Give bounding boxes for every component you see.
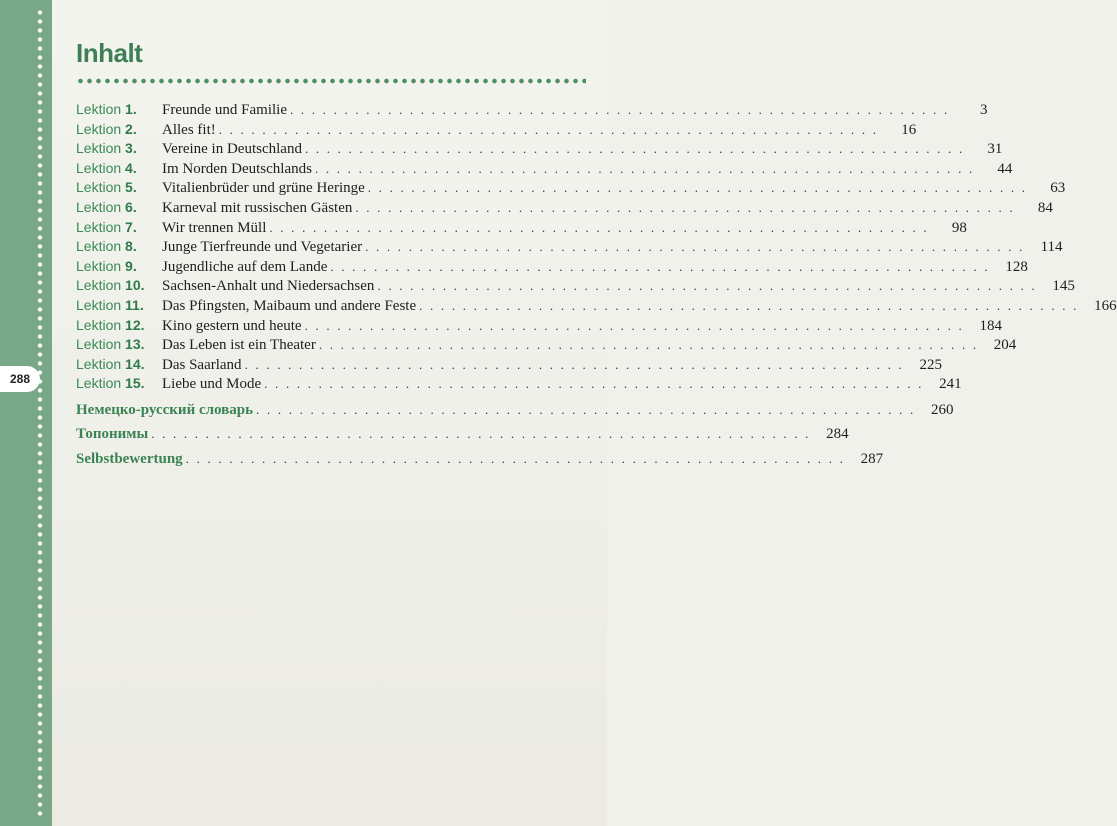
- lesson-prefix: Lektion: [76, 140, 122, 157]
- entry-page-number: 63: [1050, 180, 1066, 197]
- toc-entry-lesson[interactable]: [76, 198, 1053, 219]
- lesson-prefix: Lektion: [76, 179, 122, 196]
- entry-title: Jugendliche auf dem Lande: [162, 258, 328, 275]
- lesson-label: [76, 336, 162, 352]
- entry-title: Freunde und Familie: [162, 102, 287, 118]
- lesson-number: 11.: [125, 296, 144, 313]
- entry-page-number: 128: [1005, 258, 1028, 275]
- entry-page-number: 241: [939, 376, 962, 393]
- lesson-label: [76, 317, 162, 333]
- toc-entry-lesson[interactable]: [76, 238, 1063, 258]
- lesson-label: [76, 140, 162, 156]
- lesson-number: 8.: [125, 238, 137, 255]
- lesson-label: [76, 101, 162, 117]
- dot-leader: . . . . . . . . . . . . . . . . . . . . . . . . . . . . . . . . . . . . . . . . . . . . . . . . . . . . . . . . . . . . .: [377, 278, 1037, 294]
- page-number: 288: [9, 372, 31, 386]
- entry-page-number: 98: [951, 219, 967, 236]
- dot-leader: . . . . . . . . . . . . . . . . . . . . . . . . . . . . . . . . . . . . . . . . . . . . . . . . . . . . . . . . . . . . .: [256, 401, 916, 417]
- lesson-label: [76, 258, 162, 274]
- entry-page-number: 225: [919, 356, 943, 373]
- lesson-prefix: Lektion: [76, 120, 122, 137]
- sidebar-dotted-line: [37, 8, 43, 818]
- entry-title: Selbstbewertung: [76, 450, 183, 467]
- lesson-number: 3.: [125, 140, 137, 157]
- dot-leader: . . . . . . . . . . . . . . . . . . . . . . . . . . . . . . . . . . . . . . . . . . . . . . . . . . . . . . . . . . . . .: [365, 239, 1025, 255]
- entry-page-number: 287: [860, 450, 884, 467]
- toc-entry-lesson[interactable]: [76, 179, 1066, 199]
- entry-title: Das Leben ist ein Theater: [162, 337, 316, 354]
- lesson-number: 12.: [125, 316, 145, 333]
- dot-leader: . . . . . . . . . . . . . . . . . . . . . . . . . . . . . . . . . . . . . . . . . . . . . . . . . . . . . . . . . . . . .: [269, 219, 929, 235]
- entry-title: Wir trennen Müll: [162, 219, 267, 236]
- toc-entry-appendix[interactable]: [76, 426, 849, 451]
- entry-title: Sachsen-Anhalt und Niedersachsen: [162, 278, 375, 295]
- lesson-label: [76, 356, 162, 372]
- lesson-prefix: Lektion: [76, 159, 122, 176]
- lesson-number: 6.: [125, 198, 137, 215]
- lesson-number: 10.: [125, 277, 145, 294]
- lesson-prefix: Lektion: [76, 296, 122, 313]
- toc-entry-lesson[interactable]: [76, 120, 917, 141]
- entry-title: Das Saarland: [162, 356, 242, 373]
- entry-page-number: 284: [826, 426, 849, 443]
- page-sidebar: [0, 0, 52, 826]
- entry-page-number: 31: [987, 141, 1003, 158]
- entry-page-number: 145: [1052, 278, 1075, 295]
- toc-heading: Inhalt: [76, 38, 143, 68]
- page-number-tab: [0, 366, 40, 392]
- lesson-prefix: Lektion: [76, 277, 122, 294]
- toc-entry-appendix[interactable]: [76, 450, 884, 476]
- dot-leader: . . . . . . . . . . . . . . . . . . . . . . . . . . . . . . . . . . . . . . . . . . . . . . . . . . . . . . . . . . . . .: [264, 376, 924, 392]
- appendix-list: [76, 401, 954, 476]
- dot-leader: . . . . . . . . . . . . . . . . . . . . . . . . . . . . . . . . . . . . . . . . . . . . . . . . . . . . . . . . . . . . .: [355, 199, 1015, 215]
- entry-title: Im Norden Deutschlands: [162, 160, 312, 177]
- lesson-prefix: Lektion: [76, 101, 122, 117]
- entry-title: Топонимы: [76, 426, 149, 443]
- lesson-prefix: Lektion: [76, 218, 122, 235]
- entry-title: Das Pfingsten, Maibaum und andere Feste: [162, 297, 417, 314]
- toc-entry-lesson[interactable]: [76, 218, 967, 239]
- entry-page-number: 114: [1040, 239, 1063, 256]
- toc-entry-lesson[interactable]: [76, 375, 962, 395]
- lesson-label: [76, 160, 162, 176]
- toc-entry-lesson[interactable]: [76, 101, 988, 121]
- lesson-number: 15.: [125, 375, 145, 392]
- lesson-label: [76, 199, 162, 215]
- entry-page-number: 184: [979, 317, 1003, 334]
- lesson-number: 9.: [125, 257, 137, 274]
- table-of-contents: [76, 101, 1117, 475]
- lesson-label: [76, 375, 162, 391]
- entry-title: Liebe und Mode: [162, 376, 262, 393]
- toc-entry-lesson[interactable]: [76, 355, 943, 376]
- lesson-label: [76, 277, 162, 293]
- lesson-number: 13.: [125, 336, 145, 353]
- dot-leader: . . . . . . . . . . . . . . . . . . . . . . . . . . . . . . . . . . . . . . . . . . . . . . . . . . . . . . . . . . . . .: [304, 317, 965, 333]
- dot-leader: . . . . . . . . . . . . . . . . . . . . . . . . . . . . . . . . . . . . . . . . . . . . . . . . . . . . . . . . . . . . .: [318, 337, 979, 353]
- lesson-list: [76, 101, 1117, 395]
- dot-leader: . . . . . . . . . . . . . . . . . . . . . . . . . . . . . . . . . . . . . . . . . . . . . . . . . . . . . . . . . . . . .: [244, 356, 905, 372]
- lesson-label: [76, 179, 162, 195]
- lesson-prefix: Lektion: [76, 316, 122, 333]
- toc-entry-lesson[interactable]: [76, 296, 1117, 317]
- entry-page-number: 166: [1094, 297, 1117, 314]
- lesson-number: 14.: [125, 355, 145, 372]
- entry-title: Vereine in Deutschland: [162, 141, 302, 158]
- heading-dotted-rule: [76, 78, 586, 84]
- entry-title: Немецко-русский словарь: [76, 401, 254, 418]
- toc-entry-lesson[interactable]: [76, 257, 1028, 278]
- lesson-prefix: Lektion: [76, 336, 122, 353]
- lesson-label: [76, 238, 162, 254]
- toc-entry-lesson[interactable]: [76, 140, 1003, 160]
- lesson-prefix: Lektion: [76, 257, 122, 274]
- entry-title: Junge Tierfreunde und Vegetarier: [162, 239, 363, 256]
- lesson-label: [76, 219, 162, 235]
- dot-leader: . . . . . . . . . . . . . . . . . . . . . . . . . . . . . . . . . . . . . . . . . . . . . . . . . . . . . . . . . . . . .: [185, 450, 846, 466]
- lesson-number: 5.: [125, 179, 137, 196]
- dot-leader: . . . . . . . . . . . . . . . . . . . . . . . . . . . . . . . . . . . . . . . . . . . . . . . . . . . . . . . . . . . . .: [330, 258, 990, 274]
- dot-leader: . . . . . . . . . . . . . . . . . . . . . . . . . . . . . . . . . . . . . . . . . . . . . . . . . . . . . . . . . . . . .: [218, 121, 879, 137]
- lesson-prefix: Lektion: [76, 375, 122, 392]
- entry-page-number: 44: [997, 160, 1013, 177]
- entry-title: Karneval mit russischen Gästen: [162, 199, 353, 216]
- dot-leader: . . . . . . . . . . . . . . . . . . . . . . . . . . . . . . . . . . . . . . . . . . . . . . . . . . . . . . . . . . . . .: [289, 102, 950, 117]
- lesson-prefix: Lektion: [76, 198, 122, 215]
- entry-title: Kino gestern und heute: [162, 317, 302, 334]
- dot-leader: . . . . . . . . . . . . . . . . . . . . . . . . . . . . . . . . . . . . . . . . . . . . . . . . . . . . . . . . . . . . .: [419, 297, 1079, 313]
- lesson-number: 2.: [125, 120, 137, 137]
- dot-leader: . . . . . . . . . . . . . . . . . . . . . . . . . . . . . . . . . . . . . . . . . . . . . . . . . . . . . . . . . . . . .: [304, 141, 965, 157]
- lesson-label: [76, 297, 162, 313]
- lesson-prefix: Lektion: [76, 355, 122, 372]
- entry-title: Alles fit!: [162, 121, 216, 138]
- dot-leader: . . . . . . . . . . . . . . . . . . . . . . . . . . . . . . . . . . . . . . . . . . . . . . . . . . . . . . . . . . . . .: [151, 426, 811, 442]
- entry-page-number: 3: [979, 102, 988, 118]
- entry-page-number: 204: [993, 337, 1017, 354]
- dot-leader: . . . . . . . . . . . . . . . . . . . . . . . . . . . . . . . . . . . . . . . . . . . . . . . . . . . . . . . . . . . . .: [367, 180, 1028, 196]
- toc-entry-lesson[interactable]: [76, 277, 1075, 297]
- lesson-number: 1.: [125, 101, 137, 117]
- entry-page-number: 260: [931, 401, 954, 418]
- lesson-prefix: Lektion: [76, 238, 122, 255]
- toc-entry-lesson[interactable]: [76, 159, 1013, 180]
- dot-leader: . . . . . . . . . . . . . . . . . . . . . . . . . . . . . . . . . . . . . . . . . . . . . . . . . . . . . . . . . . . . .: [314, 160, 975, 176]
- entry-title: Vitalienbrüder und grüne Heringe: [162, 180, 365, 197]
- toc-entry-appendix[interactable]: [76, 401, 954, 427]
- lesson-label: [76, 121, 162, 137]
- entry-page-number: 84: [1037, 199, 1053, 216]
- lesson-number: 4.: [125, 159, 137, 176]
- lesson-number: 7.: [125, 218, 137, 235]
- toc-entry-lesson[interactable]: [76, 316, 1003, 337]
- toc-entry-lesson[interactable]: [76, 336, 1017, 356]
- entry-page-number: 16: [901, 121, 917, 138]
